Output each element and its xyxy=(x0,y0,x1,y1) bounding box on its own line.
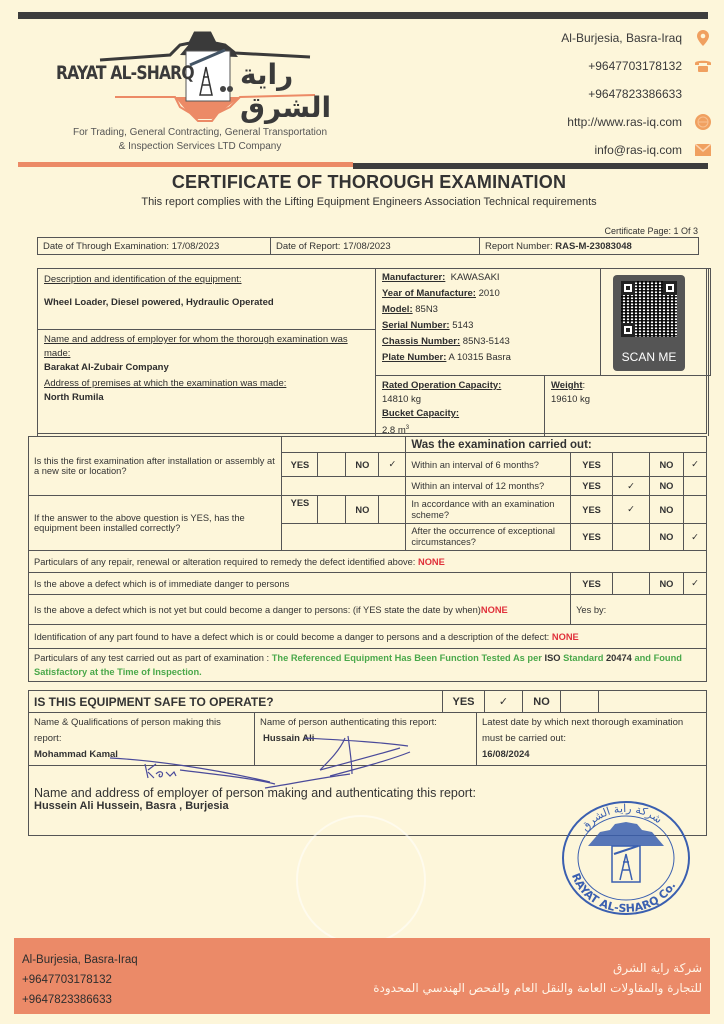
company-name-ar: راية الشرق xyxy=(240,58,332,124)
description-label: Description and identification of the equipment: xyxy=(44,274,242,285)
year-of-manufacture: 2010 xyxy=(478,288,500,299)
contact-email xyxy=(382,136,712,164)
safe-to-operate-table xyxy=(28,690,707,713)
bucket-capacity: 2.8 m xyxy=(382,425,406,437)
company-name-en: RAYAT AL-SHARQ xyxy=(56,62,194,84)
weight: 19610 kg xyxy=(551,394,591,405)
chassis-number: 85N3-5143 xyxy=(462,336,510,347)
interval-6-yes-label: YES xyxy=(571,453,613,477)
qr-finder-icon xyxy=(663,281,677,295)
bucket-capacity-unit: 3 xyxy=(405,425,410,431)
bucket-capacity-label: Bucket Capacity: xyxy=(382,408,460,419)
footer-arabic-line-2: للتجارة والمقاولات العامة والنقل العام والفحص الهندسي المحدودة xyxy=(373,981,702,995)
plate-number: A 10315 Basra xyxy=(448,352,511,363)
model-label: Model: xyxy=(382,304,413,315)
employer-label: Name and address of employer for whom the thorough examination was made: xyxy=(44,334,348,359)
footer-phone-2[interactable]: +9647823386633 xyxy=(22,994,112,1006)
test-value-3: and Found Satisfactory at the Time of Inspection. xyxy=(34,653,682,677)
safe-yes-checkbox[interactable]: ✓ xyxy=(485,691,523,713)
footer-arabic-line-1: شركة راية الشرق xyxy=(613,961,702,975)
contact-website xyxy=(382,108,712,136)
stamp-english-text: RAYAT AL-SHARQ Co. xyxy=(568,871,679,916)
installed-no-checkbox[interactable] xyxy=(379,496,406,524)
immediate-danger-yes-checkbox[interactable] xyxy=(613,573,650,595)
header-divider-orange xyxy=(18,162,353,167)
contact-email-text[interactable]: info@ras-iq.com xyxy=(594,143,682,157)
employer-cell xyxy=(37,329,376,436)
repair-label: Particulars of any repair, renewal or alteration required to remedy the defect identified above: xyxy=(34,556,416,567)
serial-label: Serial Number: xyxy=(382,320,450,331)
exceptional-no-label: NO xyxy=(649,524,683,551)
employer-of-maker-label: Name and address of employer of person making and authenticating this report: xyxy=(34,786,476,800)
scheme-yes-checkbox[interactable]: ✓ xyxy=(613,496,650,524)
test-standard-number: 20474 xyxy=(606,653,632,663)
certificate-subtitle: This report complies with the Lifting Equipment Engineers Association Technical requirements xyxy=(141,196,597,208)
test-particulars-row xyxy=(29,649,707,682)
authenticator-name: Hussain Ali xyxy=(263,733,315,744)
qr-finder-icon xyxy=(621,323,635,337)
spacer-cell xyxy=(282,477,406,496)
test-value-2: Standard xyxy=(563,653,604,663)
company-tagline xyxy=(40,126,360,154)
contact-phone-1-text[interactable]: +9647703178132 xyxy=(588,59,682,73)
exceptional-no-checkbox[interactable]: ✓ xyxy=(683,524,706,551)
contact-address-text: Al-Burjesia, Basra-Iraq xyxy=(561,31,682,45)
defect-part-label: Identification of any part found to have a defect which is or could become a danger to persons and a description of the defect: xyxy=(34,631,550,642)
safe-to-operate-label: IS THIS EQUIPMENT SAFE TO OPERATE? xyxy=(29,691,443,713)
immediate-danger-no-checkbox[interactable]: ✓ xyxy=(683,573,706,595)
next-exam-label: Latest date by which next thorough examination must be carried out: xyxy=(482,717,684,744)
interval-6-no-label: NO xyxy=(649,453,683,477)
future-danger-value: NONE xyxy=(480,604,508,615)
equipment-details-cell xyxy=(375,268,709,376)
equipment-description: Wheel Loader, Diesel powered, Hydraulic Operated xyxy=(44,297,274,308)
weight-cell: Weight: 19610 kg xyxy=(544,375,709,436)
spacer-cell xyxy=(599,691,707,713)
contact-address xyxy=(382,24,712,52)
first-exam-no-checkbox[interactable]: ✓ xyxy=(379,453,406,477)
contact-phone-2 xyxy=(382,80,712,108)
embossed-seal xyxy=(296,815,426,945)
model: 85N3 xyxy=(415,304,438,315)
safe-no-label: NO xyxy=(523,691,561,713)
carried-out-header: Was the examination carried out: xyxy=(406,437,707,453)
contact-phone-2-text[interactable]: +9647823386633 xyxy=(588,87,682,101)
tagline-line-1: For Trading, General Contracting, General Transportation xyxy=(72,127,328,138)
safe-yes-label: YES xyxy=(443,691,485,713)
report-number: RAS-M-23083048 xyxy=(555,240,632,252)
first-exam-yes-label: YES xyxy=(282,453,318,477)
stamp-arabic-text: شركة راية الشرق xyxy=(578,801,665,834)
interval-12-no-checkbox[interactable] xyxy=(683,477,706,496)
contact-list xyxy=(382,24,712,164)
exam-date: 17/08/2023 xyxy=(171,240,220,252)
year-label: Year of Manufacture: xyxy=(382,288,476,299)
company-stamp-icon xyxy=(560,796,692,916)
scheme-no-checkbox[interactable] xyxy=(683,496,706,524)
immediate-danger-yes-label: YES xyxy=(571,573,613,595)
exam-date-cell xyxy=(38,238,271,255)
test-iso: ISO xyxy=(544,653,561,663)
test-label: Particulars of any test carried out as part of examination : xyxy=(34,653,270,663)
plate-label: Plate Number: xyxy=(382,352,447,363)
question-immediate-danger: Is the above a defect which is of immediate danger to persons xyxy=(29,573,571,595)
manufacturer-label: Manufacturer: xyxy=(382,272,446,283)
footer-arabic xyxy=(373,958,702,998)
report-date: 17/08/2023 xyxy=(343,240,391,252)
immediate-danger-no-label: NO xyxy=(649,573,683,595)
interval-12-yes-checkbox[interactable]: ✓ xyxy=(613,477,650,496)
qr-scan-label: SCAN ME xyxy=(621,350,677,364)
rated-capacity: 14810 kg xyxy=(382,394,422,405)
question-exceptional: After the occurrence of exceptional circumstances? xyxy=(406,524,571,551)
report-number-label: Report Number: xyxy=(485,240,553,252)
employer-name: Barakat Al-Zubair Company xyxy=(44,362,169,373)
qr-finder-icon xyxy=(621,281,635,295)
safe-no-checkbox[interactable] xyxy=(561,691,599,713)
spacer-cell xyxy=(282,524,406,551)
footer-contacts xyxy=(22,950,138,1010)
company-logo xyxy=(40,25,360,125)
qr-code[interactable] xyxy=(613,275,685,371)
future-danger-row xyxy=(29,595,571,625)
first-exam-yes-checkbox[interactable] xyxy=(318,453,346,477)
signature-mohammad-kamal-icon xyxy=(110,758,275,784)
premises-value: North Rumila xyxy=(44,392,104,403)
telephone-icon xyxy=(694,57,712,75)
manufacturer: KAWASAKI xyxy=(450,272,500,283)
next-exam-date: 16/08/2024 xyxy=(482,749,530,760)
globe-icon xyxy=(694,113,712,131)
future-danger-label: Is the above a defect which is not yet but could become a danger to persons: (if YES state the date by when) xyxy=(34,604,481,615)
installed-yes-label: YES xyxy=(282,496,318,524)
scheme-no-label: NO xyxy=(649,496,683,524)
footer-address: Al-Burjesia, Basra-Iraq xyxy=(22,954,138,966)
scheme-yes-label: YES xyxy=(571,496,613,524)
footer-phone-1[interactable]: +9647703178132 xyxy=(22,974,112,986)
question-first-exam: Is this the first examination after installation or assembly at a new site or location? xyxy=(29,437,282,496)
equipment-description-cell xyxy=(37,268,376,330)
examination-questions-table xyxy=(28,436,707,682)
spacer-cell xyxy=(282,437,406,453)
first-exam-no-label: NO xyxy=(346,453,379,477)
envelope-icon xyxy=(694,141,712,159)
report-number-cell xyxy=(480,238,699,255)
interval-6-no-checkbox[interactable]: ✓ xyxy=(683,453,706,477)
certificate-page-info: Certificate Page: 1 Of 3 xyxy=(604,226,698,236)
location-pin-icon xyxy=(694,29,712,47)
installed-yes-checkbox[interactable] xyxy=(318,496,346,524)
tagline-line-2: & Inspection Services LTD Company xyxy=(118,141,282,152)
maker-name: Mohammad Kamal xyxy=(34,749,118,760)
weight-label: Weight xyxy=(551,380,583,391)
next-exam-cell xyxy=(477,713,707,766)
chassis-label: Chassis Number: xyxy=(382,336,461,347)
exceptional-yes-label: YES xyxy=(571,524,613,551)
repair-particulars-row xyxy=(29,551,707,573)
premises-label: Address of premises at which the examination was made: xyxy=(44,378,287,389)
defect-part-row xyxy=(29,625,707,649)
employer-of-maker: Hussein Ali Hussein, Basra , Burjesia xyxy=(34,800,229,812)
contact-website-text[interactable]: http://www.ras-iq.com xyxy=(567,115,682,129)
serial-number: 5143 xyxy=(452,320,474,331)
certificate-title: CERTIFICATE OF THOROUGH EXAMINATION xyxy=(171,172,567,192)
question-interval-6: Within an interval of 6 months? xyxy=(406,453,571,477)
exam-date-label: Date of Through Examination: xyxy=(43,240,170,252)
question-scheme: In accordance with an examination scheme? xyxy=(406,496,571,524)
test-value-1: The Referenced Equipment Has Been Function Tested As per xyxy=(271,653,542,663)
authenticator-label: Name of person authenticating this report: xyxy=(260,717,437,728)
signature-hussain-ali-icon xyxy=(265,736,410,788)
handwritten-signatures xyxy=(90,730,430,790)
footer xyxy=(14,938,710,1014)
repair-value: NONE xyxy=(417,556,445,567)
capacity-cell xyxy=(375,375,545,436)
interval-6-yes-checkbox[interactable] xyxy=(613,453,650,477)
question-interval-12: Within an interval of 12 months? xyxy=(406,477,571,496)
yes-by-field[interactable]: Yes by: xyxy=(571,595,707,625)
qr-code-icon xyxy=(621,281,677,337)
report-date-cell xyxy=(271,238,480,255)
defect-part-value: NONE xyxy=(551,631,579,642)
report-date-label: Date of Report: xyxy=(276,240,341,252)
installed-no-label: NO xyxy=(346,496,379,524)
header-top-bar xyxy=(18,12,708,19)
interval-12-no-label: NO xyxy=(649,477,683,496)
maker-label: Name & Qualifications of person making this report: xyxy=(34,717,221,744)
contact-phone-1 xyxy=(382,52,712,80)
exceptional-yes-checkbox[interactable] xyxy=(613,524,650,551)
rated-capacity-label: Rated Operation Capacity: xyxy=(382,380,502,391)
question-installed-correctly: If the answer to the above question is YES, has the equipment been installed correctly? xyxy=(29,496,282,551)
header-divider-dark xyxy=(353,163,708,169)
date-table xyxy=(37,237,699,255)
equipment-section xyxy=(37,268,707,437)
interval-12-yes-label: YES xyxy=(571,477,613,496)
